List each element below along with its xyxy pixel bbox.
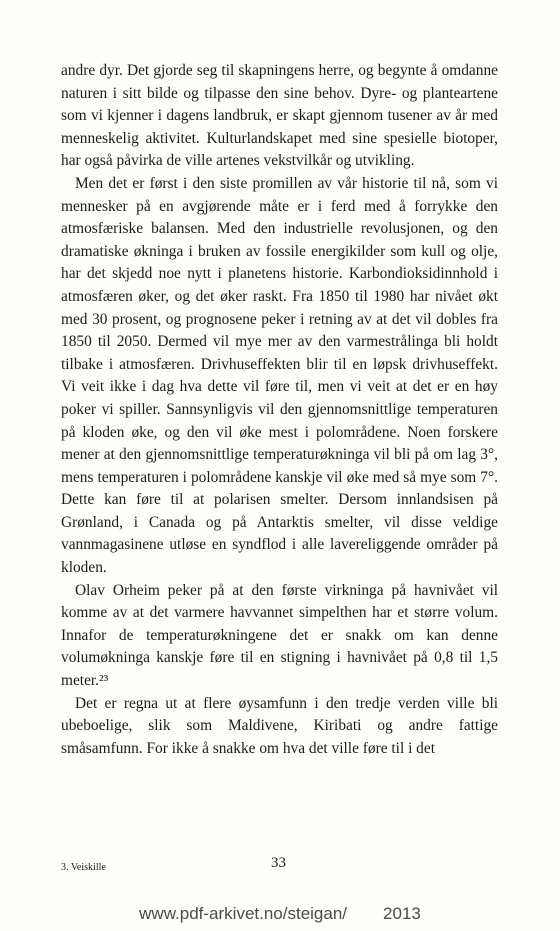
running-footer-chapter: 3. Veiskille — [61, 862, 106, 873]
watermark-year: 2013 — [383, 904, 421, 923]
paragraph: Olav Orheim peker på at den første virkninga på havnivået vil komme av at det varmere havvannet simpelthen har et større volum. Innafor de temperaturøkningene det er snakk om kan denne volumøkninga kanskje føre til en stigning i havnivået på 0,8 til 1,5 meter.²³ — [61, 581, 498, 690]
watermark-site: www.pdf-arkivet.no/steigan/ — [139, 904, 348, 923]
watermark — [0, 904, 560, 924]
page-footer — [61, 855, 498, 875]
paragraph: Det er regna ut at flere øysamfunn i den tredje verden ville bli ubeboelige, slik som Maldivene, Kiribati og andre fattige småsamfunn. For ikke å snakke om hva det ville føre til i det — [61, 694, 498, 757]
paragraph: andre dyr. Det gjorde seg til skapningens herre, og begynte å omdanne naturen i sitt bilde og tilpasse den sine behov. Dyre- og planteartene som vi kjenner i dagens landbruk, er skapt gjennom tusener av år med menneskelig aktivitet. Kulturlandskapet med sine spesielle biotoper, har også påvirka de ville artenes vekstvilkår og utvikling. — [61, 62, 498, 170]
paragraph: Men det er først i den siste promillen av vår historie til nå, som vi mennesker på en avgjørende måte er i ferd med å forrykke den atmosfæriske balansen. Med den industrielle revolusjonen, og den dramatiske økninga i bruken av fossile energikilder som kull og olje, har det skjedd noe nytt i planetens historie. Karbondioksidinnhold i atmosfæren øker, og det øker raskt. Fra 1850 til 1980 har nivået økt med 30 prosent, og prognosene peker i retning av at det vil dobles fra 1850 til 2050. Dermed vil mye mer av den varmestrålinga bli holdt tilbake i atmosfæren. Drivhuseffekten blir til en løpsk drivhuseffekt. Vi veit ikke i dag hva dette vil føre til, men vi veit at det er en høy poker vi spiller. Sannsynligvis vil den gjennomsnittlige temperaturen på kloden øke, og den vil øke mest i polområdene. Noen forskere mener at den gjennomsnittlige temperaturøkninga vil bli på om lag 3°, mens temperaturen i polområdene kanskje vil øke med så mye som 7°. Dette kan føre til at polarisen smelter. Dersom innlandsisen på Grønland, i Canada og på Antarktis smelter, vil disse veldige vannmagasinene utløse en syndflod i alle lavereliggende områder på kloden. — [61, 174, 498, 577]
body-text — [61, 60, 498, 760]
page-number: 33 — [271, 855, 286, 871]
